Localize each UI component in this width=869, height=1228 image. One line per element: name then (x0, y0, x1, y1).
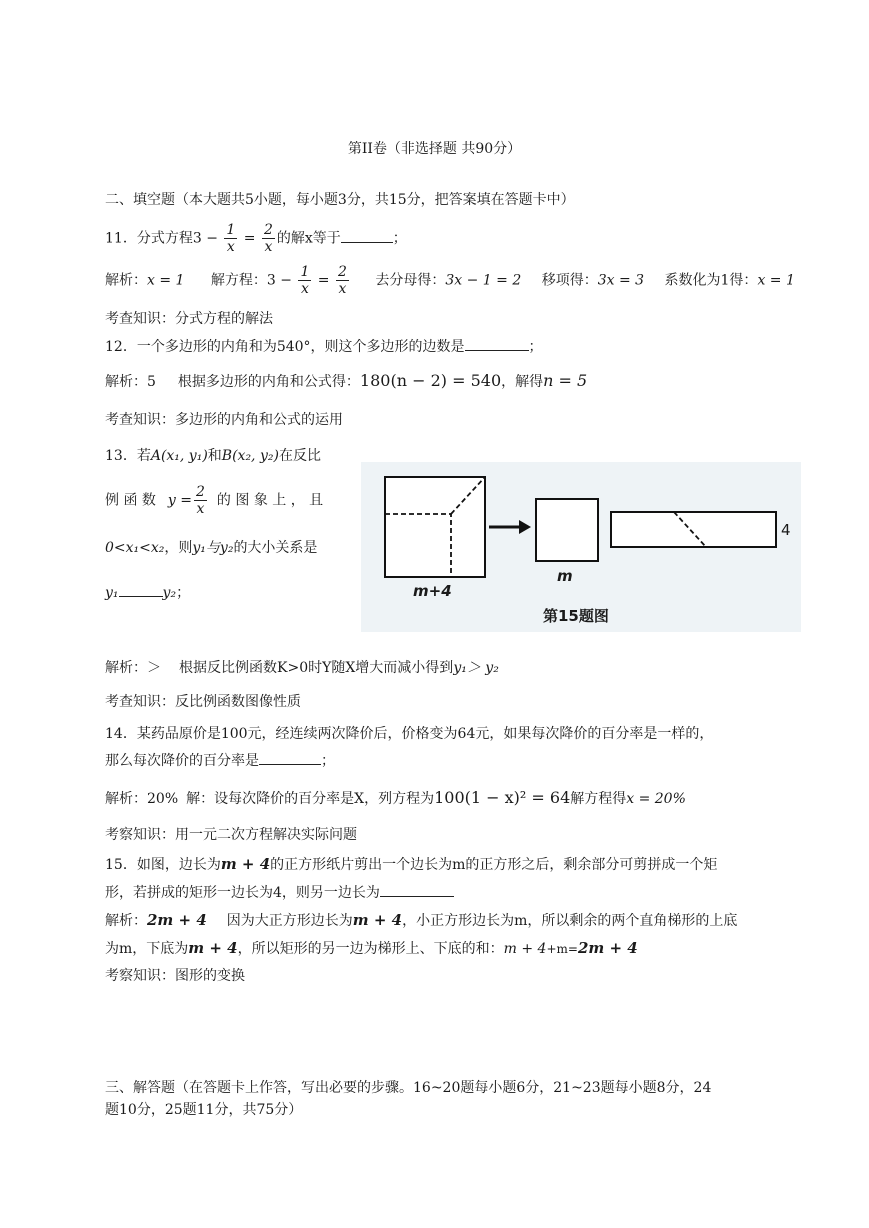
q13-point-a: A(x₁, y₁) (150, 448, 208, 464)
figure-15 (361, 462, 801, 632)
q13-relation: y₁与y₂ (192, 540, 234, 556)
small-square (536, 499, 598, 561)
q15-explain2-a: 为m，下底为 (105, 941, 189, 957)
q14-explain-eq: 100(1 − x)² = 64 (434, 788, 571, 807)
q15-answer-blank (380, 882, 454, 897)
q13-line1-suffix: 在反比 (278, 448, 321, 464)
q11-step1-frac2-num: 2 (338, 264, 347, 280)
q13-end: ； (176, 585, 191, 601)
label-rect-side: 4 (781, 521, 791, 539)
q12-explain-result: n = 5 (543, 371, 588, 390)
q11-step2-label: 去分母得： (375, 272, 446, 289)
q13-explain: 根据反比例函数K>0时Y随X增大而减小得到 (179, 660, 454, 676)
q13-analysis-label: 解析： (105, 660, 147, 676)
q11-step1-frac1-den: x (300, 281, 309, 297)
q13-line1-prefix: 13．若 (105, 448, 151, 464)
q11-frac2 (262, 222, 275, 255)
q13-func-lhs: y = (167, 492, 192, 509)
q12-answer: 5 (147, 374, 156, 390)
q14-analysis-label: 解析： (105, 791, 147, 807)
q15-explain2-result: 2m + 4 (577, 939, 638, 957)
q13-answer: ＞ (147, 660, 161, 676)
q13-and: 和 (207, 448, 222, 464)
q14-analysis (105, 788, 686, 809)
q12-explain-mid: ，解得 (501, 374, 544, 390)
q12-analysis (105, 371, 587, 392)
q11-step1-frac1 (298, 264, 311, 297)
q11-step1-label: 解方程： (210, 272, 267, 289)
q13-func-den: x (196, 501, 205, 517)
q12-analysis-label: 解析： (105, 374, 147, 390)
q13-line1 (105, 446, 321, 466)
q11-frac1-den: x (226, 239, 235, 255)
q11-prefix: 11．分式方程 (105, 230, 193, 247)
q15-line2 (105, 882, 454, 903)
q12-end: ； (528, 339, 543, 355)
q15-line1-suffix: 的正方形纸片剪出一个边长为m的正方形之后，剩余部分可剪拼成一个矩 (270, 857, 718, 873)
figure-caption: 第15题图 (543, 607, 609, 625)
q14-line2-text: 那么每次降价的百分率是 (105, 753, 259, 769)
q11-step1-frac2 (336, 264, 349, 297)
q13-answer-blank (119, 582, 163, 597)
q14-line2 (105, 750, 335, 771)
q15-explain2-sum: m + 4 (503, 941, 547, 957)
q11-question: 11．分式方程3 − $\frac{1}{x}$ = $\frac{2}{x}$ 的解x等于 ； (105, 222, 407, 255)
q15-explain1-a: 因为大正方形边长为 (226, 913, 353, 929)
q11-knowledge: 考查知识：分式方程的解法 (105, 311, 273, 327)
q15-explain2-b: ，所以矩形的另一边为梯形上、下底的和： (237, 941, 504, 957)
part3-header-line2: 题10分，25题11分，共75分） (105, 1102, 303, 1118)
part2-header: 二、填空题（本大题共5小题，每小题3分，共15分，把答案填在答题卡中） (105, 192, 575, 208)
q11-answer-blank (341, 228, 393, 243)
q13-analysis (105, 658, 499, 678)
q11-eq-const: 3 (192, 230, 202, 247)
q15-analysis-label: 解析： (105, 913, 147, 929)
q15-explain1-b: ，小正方形边长为m，所以剩余的两个直角梯形的上底 (402, 913, 738, 929)
q14-knowledge: 考察知识：用一元二次方程解决实际问题 (105, 827, 357, 843)
label-big-side: m+4 (413, 582, 452, 600)
q15-line1 (105, 854, 717, 875)
q11-suffix: 的解x等于 (276, 230, 341, 247)
q13-func-num: 2 (196, 484, 205, 500)
q11-step4-label: 系数化为1得： (664, 272, 758, 289)
q13-explain-result: y₁＞ y₂ (453, 660, 499, 676)
q12-question (105, 336, 543, 357)
result-rectangle (611, 512, 776, 547)
q14-answer: 20% (147, 791, 179, 807)
q15-side-expr: m + 4 (220, 855, 271, 873)
q11-step3-eq: 3x = 3 (597, 272, 645, 289)
q14-explain-result: x = 20% (626, 791, 686, 807)
q13-condition: 0<x₁<x₂ (105, 540, 165, 556)
q11-end: ； (392, 230, 407, 247)
q12-explain-prefix: 根据多边形的内角和公式得： (177, 374, 360, 390)
q11-frac2-num: 2 (263, 222, 273, 238)
q15-explain2-plus: +m= (546, 942, 578, 956)
q15-analysis-line1 (105, 910, 737, 931)
q13-line4 (105, 582, 190, 603)
q11-frac2-den: x (264, 239, 273, 255)
q14-explain-prefix: 解：设每次降价的百分率是X，列方程为 (186, 791, 435, 807)
q11-step1-frac1-num: 1 (300, 264, 310, 280)
q13-line3 (105, 538, 317, 558)
q13-func-frac (194, 484, 207, 517)
q11-step1-frac2-den: x (338, 281, 347, 297)
q15-explain1-expr: m + 4 (352, 911, 403, 929)
q13-y2: y₂ (162, 585, 177, 601)
q15-answer: 2m + 4 (147, 911, 207, 929)
q11-step3-label: 移项得： (541, 272, 598, 289)
q15-explain2-expr: m + 4 (188, 939, 238, 957)
q14-answer-blank (259, 750, 321, 765)
q11-frac1 (224, 222, 237, 255)
q11-step2-eq: 3x − 1 = 2 (445, 272, 522, 289)
q15-knowledge: 考察知识：图形的变换 (105, 968, 245, 984)
section-title: 第II卷（非选择题 共90分） (347, 141, 522, 157)
q11-step4-eq: x = 1 (757, 272, 795, 289)
q15-line1-prefix: 15．如图，边长为 (105, 857, 221, 873)
label-small-side: m (557, 567, 573, 585)
q13-line3-mid: ，则 (164, 540, 193, 556)
arrow-head-icon (519, 520, 531, 534)
q11-analysis: 解析：x = 1 解方程：3 − $\frac{1}{x}$ = $\frac{2}{x}$ 去分母得：3x − 1 = 2 移项得：3x = 3 系数化为1得：x = 1 (105, 264, 795, 297)
q13-point-b: B(x₂, y₂) (221, 448, 279, 464)
q13-line3-suffix: 的大小关系是 (233, 540, 318, 556)
q12-answer-blank (465, 336, 529, 351)
q11-answer: x = 1 (147, 272, 185, 289)
big-square (385, 477, 485, 577)
q13-y1: y₁ (105, 585, 119, 601)
q12-explain-eq: 180(n − 2) = 540 (359, 371, 502, 390)
q14-line1: 14．某药品原价是100元，经连续两次降价后，价格变为64元，如果每次降价的百分率是一样的， (105, 726, 714, 742)
part3-header-line1: 三、解答题（在答题卡上作答，写出必要的步骤。16~20题每小题6分，21~23题每小题8分，24 (105, 1080, 712, 1096)
q13-knowledge: 考查知识：反比例函数图像性质 (105, 694, 301, 710)
q13-line2-prefix: 例 函 数 (105, 492, 156, 509)
q14-end: ； (321, 753, 335, 769)
q12-knowledge: 考查知识：多边形的内角和公式的运用 (105, 412, 343, 428)
q11-analysis-label: 解析： (105, 272, 147, 289)
q12-question-text: 12．一个多边形的内角和为540°，则这个多边形的边数是 (105, 339, 465, 355)
q13-line2 (105, 484, 323, 517)
q13-line2-suffix: 的 图 象 上 ， 且 (216, 492, 324, 509)
q15-analysis-line2 (105, 938, 638, 959)
q11-frac1-num: 1 (226, 222, 236, 238)
q15-line2-prefix: 形，若拼成的矩形一边长为4，则另一边长为 (105, 885, 380, 901)
q14-explain-mid: 解方程得 (570, 791, 627, 807)
